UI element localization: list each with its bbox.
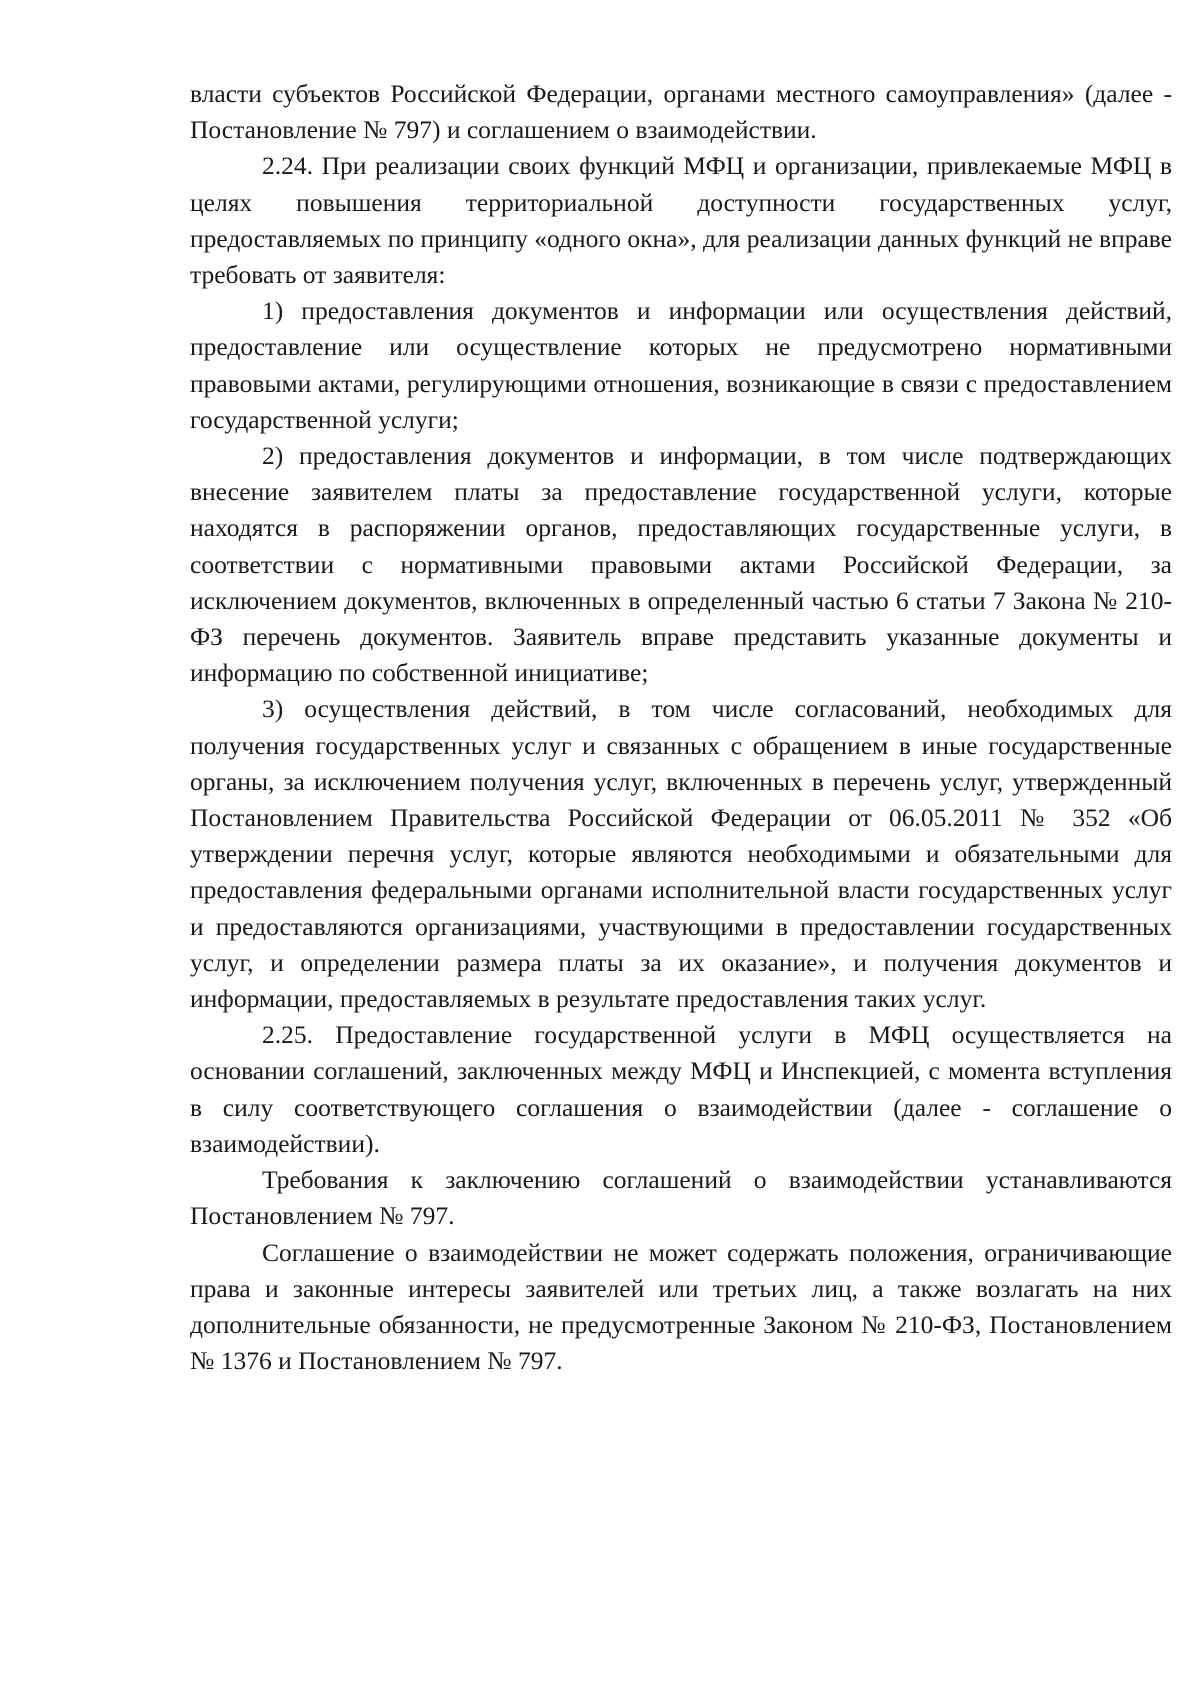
paragraph-continuation: власти субъектов Российской Федерации, органами местного самоуправления» (далее - Постановление № 797) и соглашением о взаимодействии. — [190, 79, 1172, 145]
list-item-1: 1) предоставления документов и информации или осуществления действий, предоставление или осуществление которых не предусмотрено нормативными правовыми актами, регулирующими отношения, возникающие в связи с предоставлением государственной услуги; — [190, 296, 1172, 434]
paragraph-agreement: Соглашение о взаимодействии не может содержать положения, ограничивающие права и законные интересы заявителей или третьих лиц, а также возлагать на них дополнительные обязанности, не предусмотренные Законом № 210-ФЗ, Постановлением № 1376 и Постановлением № 797. — [190, 1237, 1172, 1376]
paragraph-requirements: Требования к заключению соглашений о взаимодействии устанавливаются Постановлением № 797. — [190, 1165, 1172, 1231]
document-page — [190, 76, 1172, 1379]
paragraph-2-24: 2.24. При реализации своих функций МФЦ и организации, привлекаемые МФЦ в целях повышения территориальной доступности государственных услуг, предоставляемых по принципу «одного окна», для реализации данных функций не вправе требовать от заявителя: — [190, 151, 1172, 290]
list-item-3: 3) осуществления действий, в том числе согласований, необходимых для получения государственных услуг и связанных с обращением в иные государственные органы, за исключением получения услуг, включенных в перечень услуг, утвержденный Постановлением Правительства Российской Федерации от 06.05.2011 № 352 «Об утверждении перечня услуг, которые являются необходимыми и обязательными для предоставления федеральными органами исполнительной власти государственных услуг и предоставляются организациями, участвующими в предоставлении государственных услуг, и определении размера платы за их оказание», и получения документов и информации, предоставляемых в результате предоставления таких услуг. — [190, 694, 1172, 1014]
list-item-2: 2) предоставления документов и информации, в том числе подтверждающих внесение заявителем платы за предоставление государственной услуги, которые находятся в распоряжении органов, предоставляющих государственные услуги, в соответствии с нормативными правовыми актами Российской Федерации, за исключением документов, включенных в определенный частью 6 статьи 7 Закона № 210-ФЗ перечень документов. Заявитель вправе представить указанные документы и информацию по собственной инициативе; — [190, 441, 1172, 688]
paragraph-2-25: 2.25. Предоставление государственной услуги в МФЦ осуществляется на основании соглашений, заключенных между МФЦ и Инспекцией, с момента вступления в силу соответствующего соглашения о взаимодействии (далее - соглашение о взаимодействии). — [190, 1020, 1172, 1158]
